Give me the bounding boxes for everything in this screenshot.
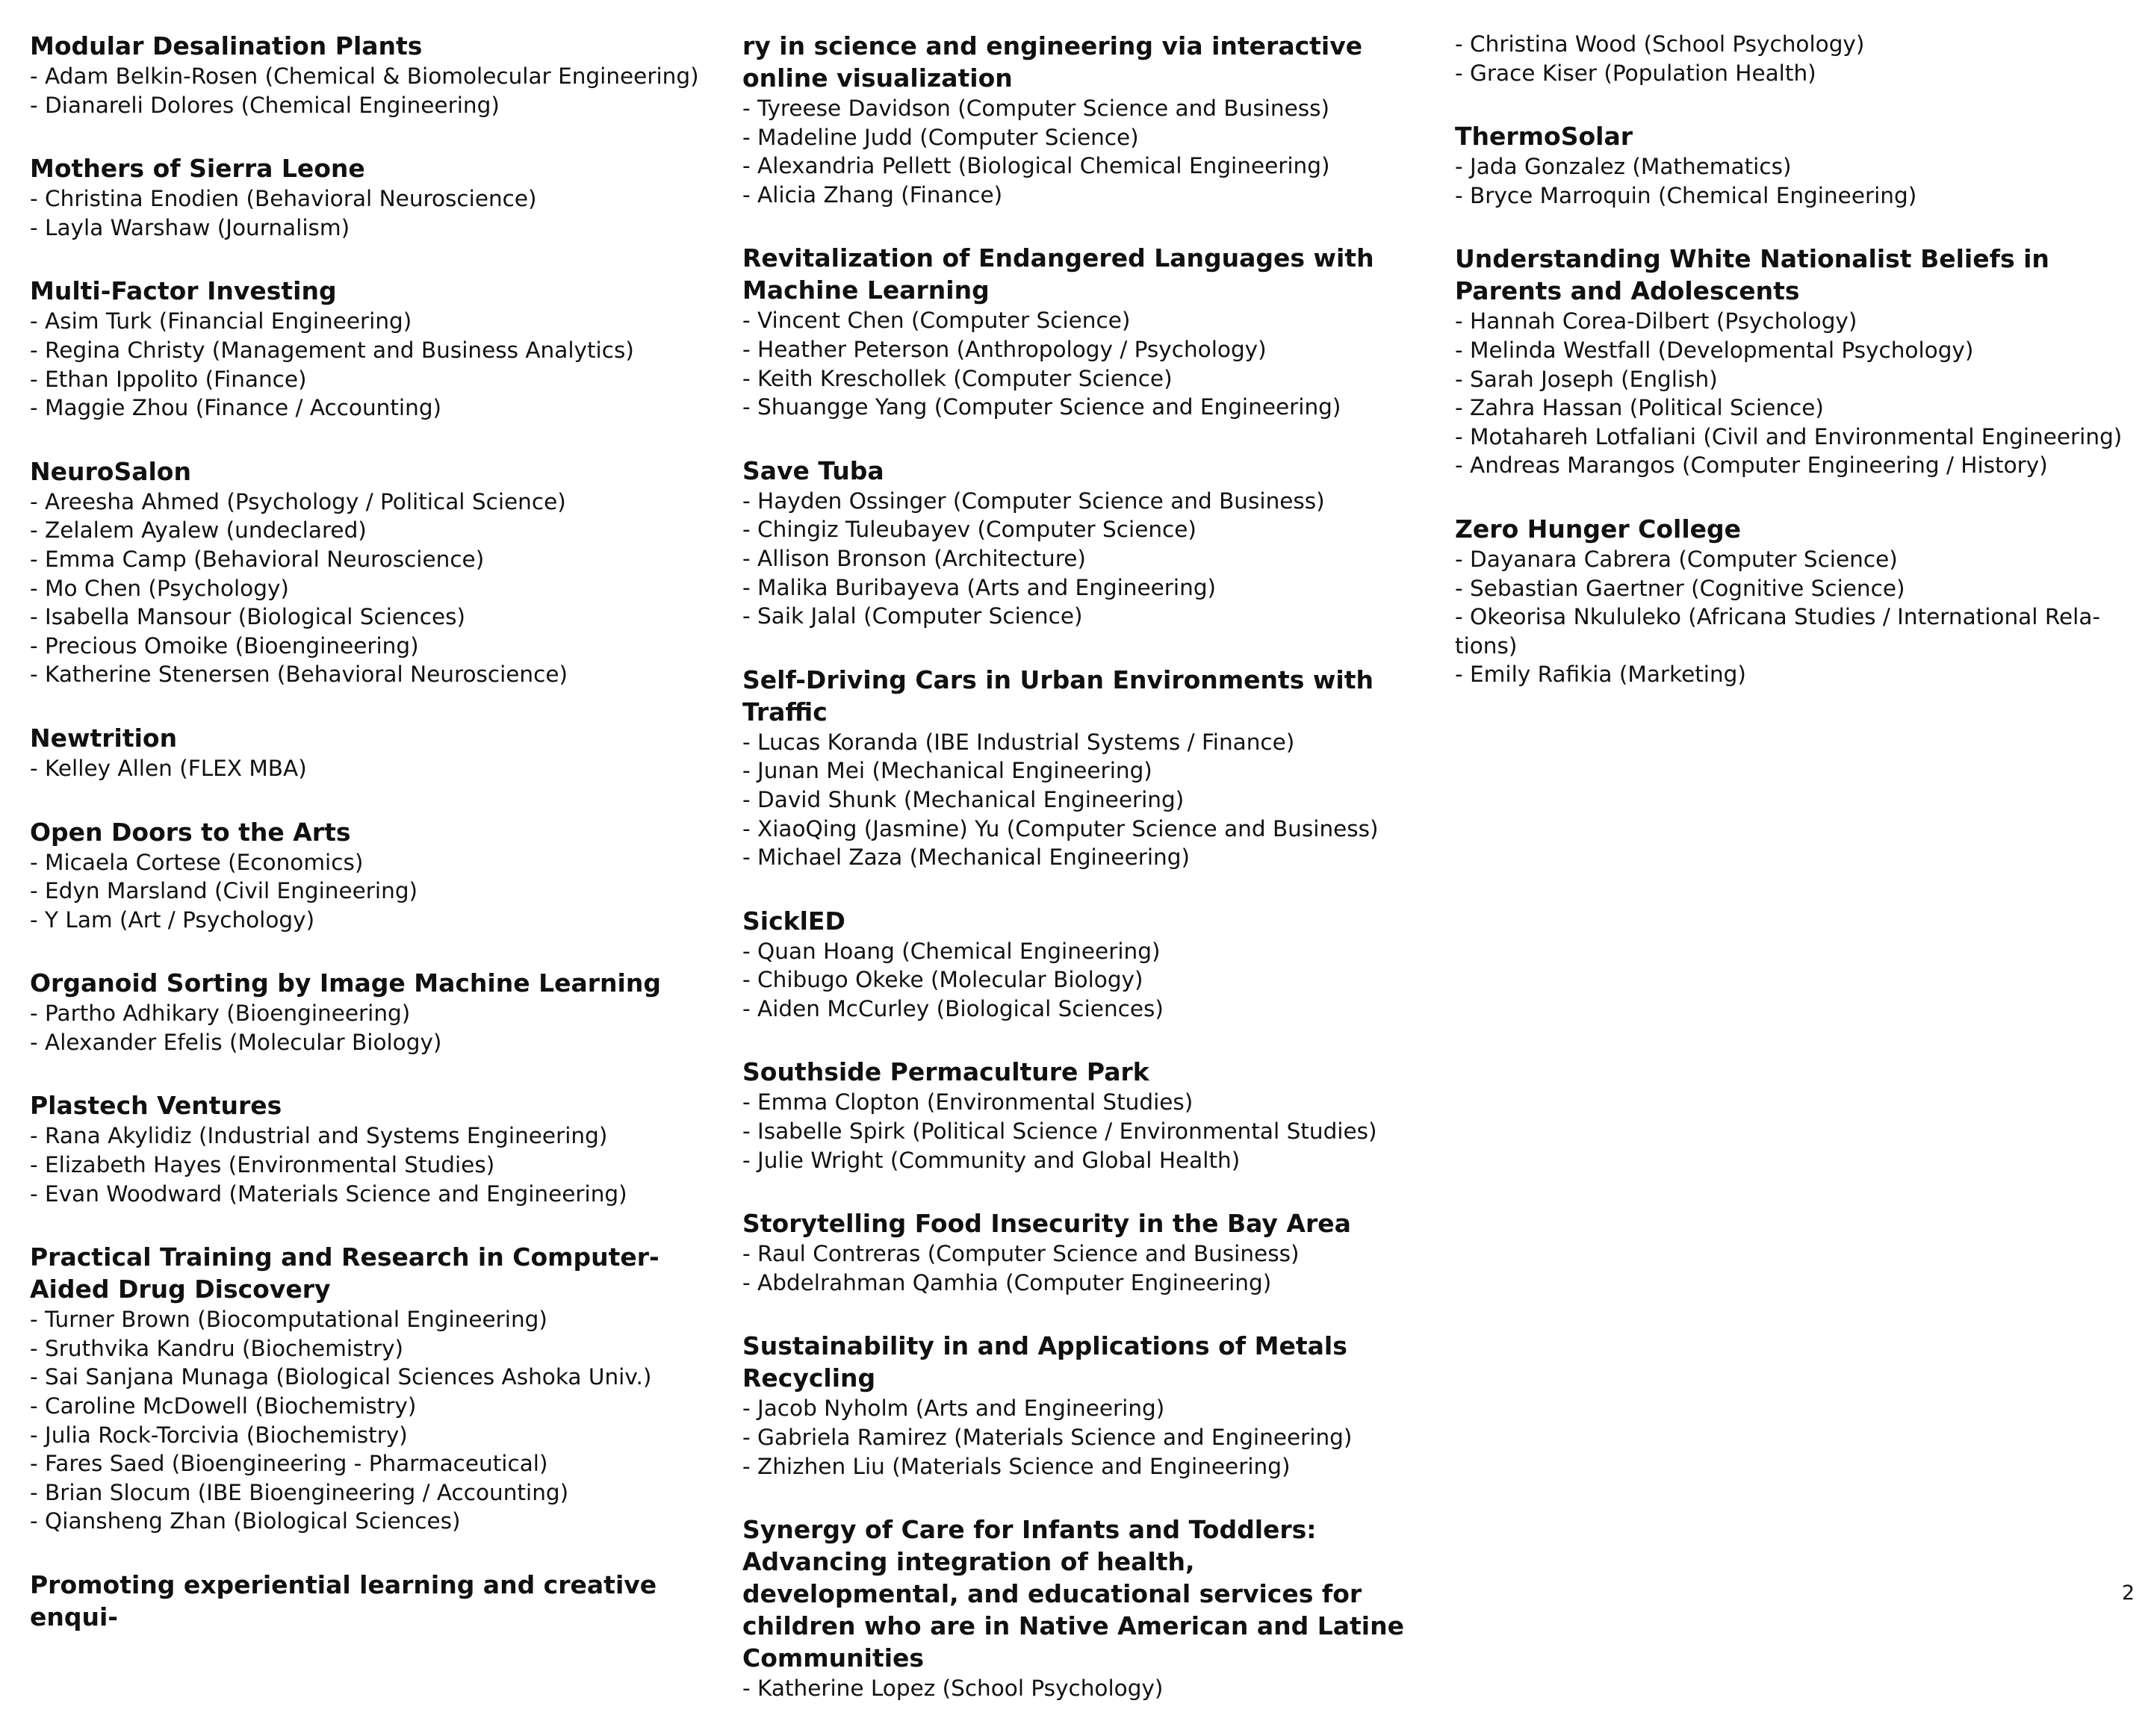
team-member: - Isabella Mansour (Biological Sciences) (30, 604, 465, 630)
team-member: - Jada Gonzalez (Mathematics) (1455, 154, 1792, 180)
project-title: ThermoSolar (1455, 122, 1633, 152)
team-member: - Lucas Koranda (IBE Industrial Systems / Finance) (742, 729, 1295, 755)
team-member: - Elizabeth Hayes (Environmental Studies) (30, 1152, 495, 1178)
team-member: - Andreas Marangos (Computer Engineering / History) (1455, 452, 2048, 479)
team-member: - Malika Buribayeva (Arts and Engineering) (742, 574, 1217, 600)
project-entry (30, 722, 702, 783)
project-entry (742, 1056, 1415, 1175)
project-title: SicklED (742, 906, 845, 936)
project-title: ry in science and engineering via interactive online visualization (742, 31, 1363, 93)
team-member: - Zhizhen Liu (Materials Science and Engineering) (742, 1453, 1291, 1479)
team-member: - Y Lam (Art / Psychology) (30, 906, 315, 933)
team-member: - Tyreese Davidson (Computer Science and Business) (742, 96, 1329, 121)
team-member: - Jacob Nyholm (Arts and Engineering) (742, 1396, 1165, 1422)
team-member: - Emily Rafikia (Marketing) (1455, 662, 1746, 688)
project-entry (742, 905, 1415, 1024)
team-member: - Melinda Westfall (Developmental Psychology) (1455, 337, 1974, 363)
team-member: - Bryce Marroquin (Chemical Engineering) (1455, 182, 1917, 208)
team-member: - Rana Akylidiz (Industrial and Systems Engineering) (30, 1123, 608, 1149)
team-member: - Dianareli Dolores (Chemical Engineering) (30, 92, 500, 118)
team-member: - XiaoQing (Jasmine) Yu (Computer Science and Business) (742, 815, 1379, 841)
team-member: - Katherine Stenersen (Behavioral Neuroscience) (30, 662, 568, 688)
team-member: - Julie Wright (Community and Global Health) (742, 1147, 1241, 1173)
team-member: - Aiden McCurley (Biological Sciences) (742, 995, 1164, 1021)
team-member: - Ethan Ippolito (Finance) (30, 366, 307, 392)
team-member: - Partho Adhikary (Bioengineering) (30, 1001, 411, 1027)
page-number: 2 (2121, 1581, 2135, 1605)
project-title: Synergy of Care for Infants and Toddlers: Advancing integration of health, developmental, and educational services for children who are in Native American and Latine Communities (742, 1515, 1404, 1673)
project-title: Organoid Sorting by Image Machine Learning (30, 968, 661, 998)
team-member: - Zelalem Ayalew (undeclared) (30, 517, 367, 544)
project-entry (30, 967, 702, 1057)
team-member: - Heather Peterson (Anthropology / Psychology) (742, 336, 1267, 362)
project-title: Promoting experiential learning and creative enqui- (30, 1570, 657, 1631)
project-title: Newtrition (30, 723, 178, 753)
team-member: - Julia Rock-Torcivia (Biochemistry) (30, 1422, 408, 1448)
project-title: Sustainability in and Applications of Metals Recycling (742, 1331, 1347, 1393)
column-middle (742, 30, 1415, 1736)
team-member: - Saik Jalal (Computer Science) (742, 603, 1083, 629)
team-member: - Katherine Lopez (School Psychology) (742, 1676, 1164, 1702)
team-member: - Keith Kreschollek (Computer Science) (742, 365, 1173, 391)
project-entry (30, 1569, 702, 1633)
team-member: - Christina Enodien (Behavioral Neuroscience) (30, 186, 537, 212)
project-title: NeuroSalon (30, 456, 191, 486)
project-title: Mothers of Sierra Leone (30, 154, 365, 184)
team-member: - Emma Camp (Behavioral Neuroscience) (30, 546, 485, 572)
team-member: - Raul Contreras (Computer Science and Business) (742, 1241, 1300, 1267)
team-member: - Michael Zaza (Mechanical Engineering) (742, 844, 1190, 871)
team-member: - Allison Bronson (Architecture) (742, 545, 1086, 571)
team-member: - Micaela Cortese (Economics) (30, 849, 364, 875)
project-entry (1455, 513, 2127, 689)
team-member: - Dayanara Cabrera (Computer Science) (1455, 546, 1898, 572)
project-entry (30, 1089, 702, 1208)
project-entry (742, 30, 1415, 209)
team-member: - Layla Warshaw (Journalism) (30, 214, 350, 240)
project-title: Understanding White Nationalist Beliefs in Parents and Adolescents (1455, 244, 2049, 306)
project-title: Revitalization of Endangered Languages with Machine Learning (742, 243, 1374, 305)
team-member: - Brian Slocum (IBE Bioengineering / Accounting) (30, 1479, 569, 1505)
team-member: - Emma Clopton (Environmental Studies) (742, 1089, 1194, 1116)
team-member: - Precious Omoike (Bioengineering) (30, 632, 419, 659)
project-entry (1455, 30, 2127, 87)
team-member: - Christina Wood (School Psychology) (1455, 31, 1865, 57)
team-member: - Mo Chen (Psychology) (30, 575, 289, 601)
team-member: - Abdelrahman Qamhia (Computer Engineering) (742, 1269, 1272, 1295)
team-member: - Alexander Efelis (Molecular Biology) (30, 1029, 442, 1055)
project-entry (30, 455, 702, 689)
project-entry (1455, 120, 2127, 210)
project-title: Multi-Factor Investing (30, 276, 337, 306)
team-member: - Chibugo Okeke (Molecular Biology) (742, 967, 1143, 993)
team-member: - Okeorisa Nkululeko (Africana Studies / International Rela-tions) (1455, 604, 2101, 659)
project-title: Self-Driving Cars in Urban Environments with Traffic (742, 665, 1374, 727)
project-entry (30, 816, 702, 935)
team-member: - Areesha Ahmed (Psychology / Political Science) (30, 488, 566, 514)
team-member: - Hannah Corea-Dilbert (Psychology) (1455, 308, 1857, 335)
team-member: - Hayden Ossinger (Computer Science and Business) (742, 488, 1325, 514)
team-member: - Kelley Allen (FLEX MBA) (30, 755, 307, 781)
project-entry (742, 1330, 1415, 1481)
team-member: - Alicia Zhang (Finance) (742, 181, 1003, 208)
team-member: - Madeline Judd (Computer Science) (742, 124, 1139, 150)
team-member: - Vincent Chen (Computer Science) (742, 308, 1131, 334)
team-member: - Sruthvika Kandru (Biochemistry) (30, 1335, 404, 1361)
team-member: - Regina Christy (Management and Business Analytics) (30, 337, 634, 363)
team-member: - Maggie Zhou (Finance / Accounting) (30, 395, 442, 421)
column-right (1455, 30, 2127, 722)
project-title: Practical Training and Research in Computer-Aided Drug Discovery (30, 1242, 659, 1304)
project-entry (742, 1207, 1415, 1297)
team-member: - Evan Woodward (Materials Science and Engineering) (30, 1180, 627, 1207)
team-member: - Edyn Marsland (Civil Engineering) (30, 878, 418, 904)
team-member: - David Shunk (Mechanical Engineering) (742, 786, 1185, 812)
project-entry (742, 664, 1415, 872)
team-member: - Quan Hoang (Chemical Engineering) (742, 938, 1161, 964)
project-title: Open Doors to the Arts (30, 817, 351, 847)
team-member: - Qiansheng Zhan (Biological Sciences) (30, 1508, 461, 1534)
project-entry (742, 455, 1415, 631)
project-entry (742, 1513, 1415, 1703)
project-title: Plastech Ventures (30, 1091, 282, 1121)
team-member: - Sai Sanjana Munaga (Biological Sciences Ashoka Univ.) (30, 1364, 652, 1390)
team-member: - Motahareh Lotfaliani (Civil and Environmental Engineering) (1455, 423, 2123, 449)
team-member: - Caroline McDowell (Biochemistry) (30, 1393, 417, 1419)
team-member: - Alexandria Pellett (Biological Chemical Engineering) (742, 153, 1330, 179)
project-entry (30, 152, 702, 242)
project-title: Modular Desalination Plants (30, 31, 423, 60)
column-left (30, 30, 702, 1666)
project-title: Southside Permaculture Park (742, 1057, 1149, 1087)
project-title: Storytelling Food Insecurity in the Bay Area (742, 1209, 1351, 1239)
project-title: Save Tuba (742, 455, 884, 485)
team-member: - Sarah Joseph (English) (1455, 366, 1718, 392)
team-member: - Sebastian Gaertner (Cognitive Science) (1455, 575, 1905, 601)
team-member: - Isabelle Spirk (Political Science / Environmental Studies) (742, 1119, 1377, 1145)
team-member: - Gabriela Ramirez (Materials Science and Engineering) (742, 1425, 1353, 1451)
team-member: - Zahra Hassan (Political Science) (1455, 395, 1824, 421)
project-entry (30, 30, 702, 119)
team-member: - Chingiz Tuleubayev (Computer Science) (742, 517, 1196, 543)
team-member: - Grace Kiser (Population Health) (1455, 60, 1816, 86)
project-entry (30, 1241, 702, 1536)
project-entry (742, 242, 1415, 421)
project-entry (30, 275, 702, 422)
team-member: - Turner Brown (Biocomputational Engineering) (30, 1307, 547, 1333)
project-title: Zero Hunger College (1455, 514, 1742, 544)
team-member: - Fares Saed (Bioengineering - Pharmaceutical) (30, 1451, 548, 1477)
team-member: - Asim Turk (Financial Engineering) (30, 308, 412, 335)
project-entry (1455, 243, 2127, 480)
team-member: - Junan Mei (Mechanical Engineering) (742, 758, 1152, 784)
team-member: - Shuangge Yang (Computer Science and Engineering) (742, 394, 1341, 420)
team-member: - Adam Belkin-Rosen (Chemical & Biomolecular Engineering) (30, 63, 699, 89)
